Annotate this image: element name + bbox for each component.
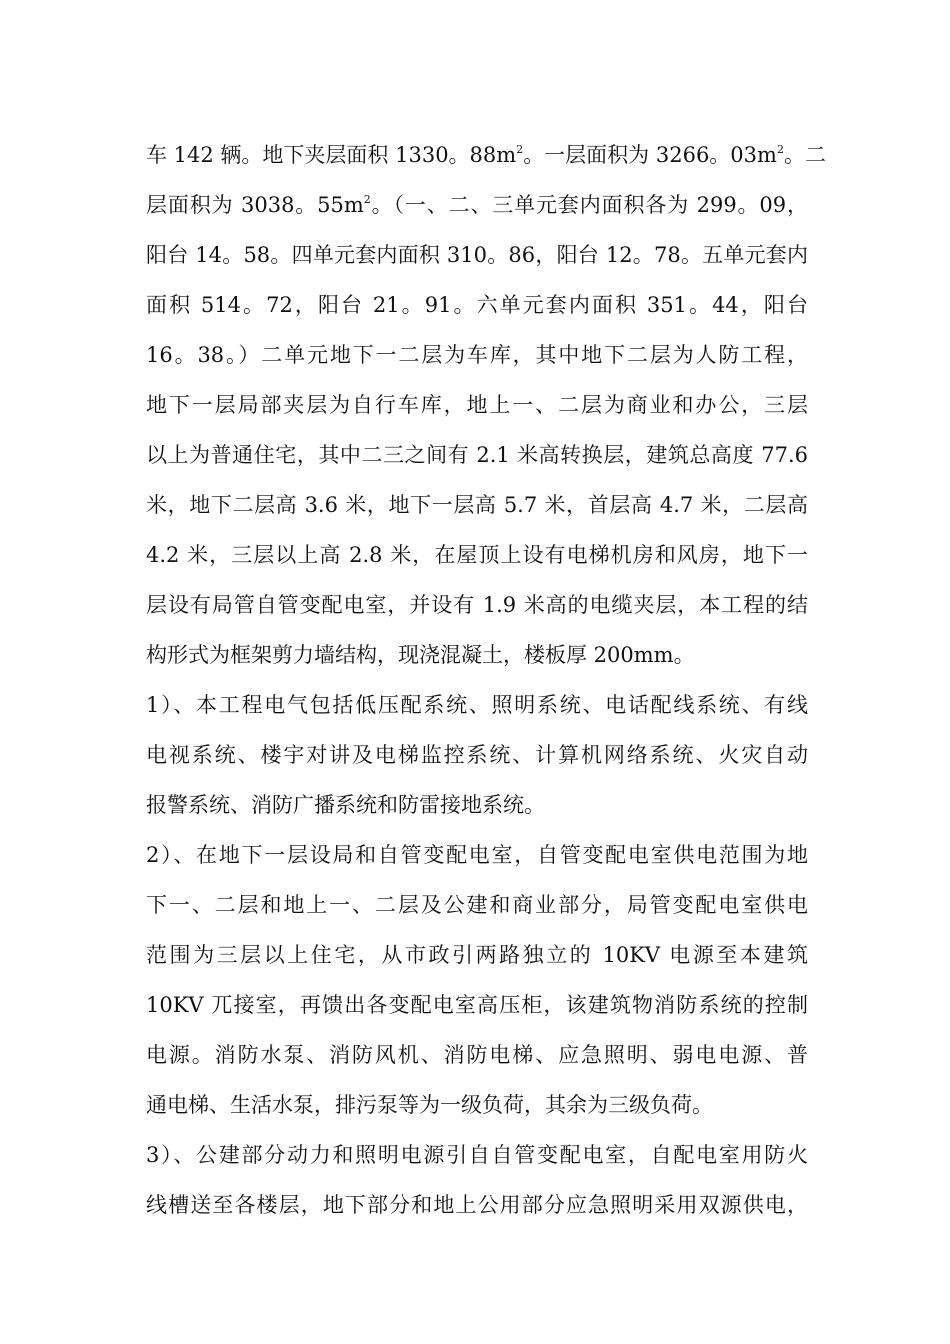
text-line-5: 16。38。）二单元地下一二层为车库，其中地下二层为人防工程， xyxy=(146,343,808,367)
text-line-2: 层面积为 3038。$55m^2$。（一、二、三单元套内面积各为 299。09， xyxy=(146,193,808,217)
text-line-19: 电源。消防水泵、消防风机、消防电梯、应急照明、弱电电源、普 xyxy=(146,1043,808,1067)
text-line-16: 下一、二层和地上一、二层及公建和商业部分，局管变配电室供电 xyxy=(146,893,808,917)
text-line-13: 电视系统、楼宇对讲及电梯监控系统、计算机网络系统、火灾自动 xyxy=(146,743,808,767)
text-line-22: 线槽送至各楼层，地下部分和地上公用部分应急照明采用双源供电， xyxy=(146,1193,808,1217)
text-line-9: 4.2 米，三层以上高 2.8 米，在屋顶上设有电梯机房和风房，地下一 xyxy=(146,543,808,567)
text-line-12: 1）、本工程电气包括低压配系统、照明系统、电话配线系统、有线 xyxy=(146,693,808,717)
text-line-17: 范围为三层以上住宅，从市政引两路独立的 10KV 电源至本建筑 xyxy=(146,943,808,967)
text-line-11: 构形式为框架剪力墙结构，现浇混凝土，楼板厚 200mm。 xyxy=(146,643,695,667)
text-line-14: 报警系统、消防广播系统和防雷接地系统。 xyxy=(146,793,545,817)
text-line-18: 10KV 兀接室，再馈出各变配电室高压柜，该建筑物消防系统的控制 xyxy=(146,993,808,1017)
text-line-20: 通电梯、生活水泵，排污泵等为一级负荷，其余为三级负荷。 xyxy=(146,1093,713,1117)
document-body xyxy=(146,130,826,1230)
text-line-6: 地下一层局部夹层为自行车库，地上一、二层为商业和办公，三层 xyxy=(146,393,808,417)
text-line-21: 3）、公建部分动力和照明电源引自自管变配电室，自配电室用防火 xyxy=(146,1143,808,1167)
text-line-15: 2）、在地下一层设局和自管变配电室，自管变配电室供电范围为地 xyxy=(146,843,808,867)
text-line-1: 车 142 辆。地下夹层面积 1330。$88m^2$。一层面积为 3266。$03m^2$。二 xyxy=(146,143,826,167)
text-line-8: 米，地下二层高 3.6 米，地下一层高 5.7 米，首层高 4.7 米，二层高 xyxy=(146,493,808,517)
text-line-4: 面积 514。72，阳台 21。91。六单元套内面积 351。44，阳台 xyxy=(146,293,808,317)
text-line-3: 阳台 14。58。四单元套内面积 310。86，阳台 12。78。五单元套内 xyxy=(146,243,808,267)
text-line-10: 层设有局管自管变配电室，并设有 1.9 米高的电缆夹层，本工程的结 xyxy=(146,593,808,617)
text-line-7: 以上为普通住宅，其中二三之间有 2.1 米高转换层，建筑总高度 77.6 xyxy=(146,443,808,467)
